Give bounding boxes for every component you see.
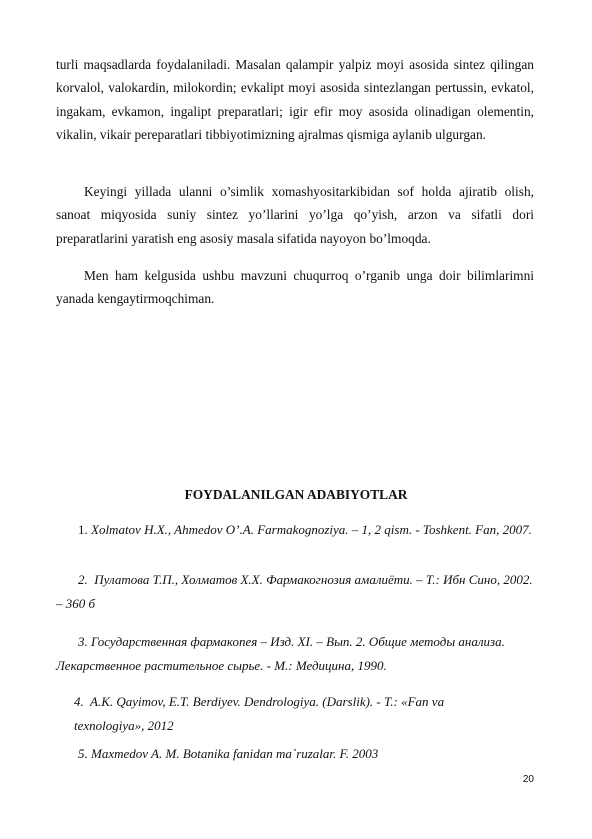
body-paragraph-1: turli maqsadlarda foydalaniladi. Masalan qalampir yalpiz moyi asosida sintez qilingan korvalol, valokardin, milokordin; evkalipt moyi asosida sintezlangan pertussin, evkatol, ingakam, evkamon, ingalipt preparatlari; igir efir moy asosida olinadigan olementin, vikalin, vikair pereparatlari tibbiyotimizning ajralmas qismiga aylanib ulgurgan.	[56, 57, 534, 143]
references-title: FOYDALANILGAN ADABIYOTLAR	[184, 487, 408, 502]
reference-number: 2.	[78, 572, 88, 587]
body-paragraph-3: Men ham kelgusida ushbu mavzuni chuqurroq o’rganib unga doir bilimlarimni yanada kengaytirmoqchiman.	[56, 268, 534, 307]
reference-number: 1.	[78, 522, 88, 537]
body-paragraph-2: Keyingi yillada ulanni o’simlik xomashyositarkibidan sof holda ajiratib olish, sanoat miqyosida suniy sintez yo’llarini yo’lga qo’yish, arzon va sifatli dori preparatlarini yaratish eng asosiy masala sifatida nayoyon bo’lmoqda.	[56, 184, 534, 246]
reference-item-5	[78, 742, 518, 766]
reference-item-1	[56, 518, 534, 542]
reference-text: Maxmedov A. M. Botanika fanidan ma`ruzalar. F. 2003	[91, 746, 379, 761]
reference-text: A.K. Qayimov, E.T. Berdiyev. Dendrologiya. (Darslik). - T.: «Fan va texnologiya», 2012	[74, 694, 445, 733]
reference-number: 3.	[78, 634, 88, 649]
reference-number: 5.	[78, 746, 88, 761]
reference-item-3	[56, 630, 534, 678]
reference-text: Пулатова Т.П., Холматов Х.Х. Фармакогнозия амалиёти. – Т.: Ибн Сино, 2002. – 360 б	[56, 572, 533, 611]
page-number: 20	[522, 774, 534, 785]
reference-text: Государственная фармакопея – Изд. XI. – Вып. 2. Общие методы анализа. Лекарственное растительное сырье. - М.: Медицина, 1990.	[56, 634, 505, 673]
reference-text: Xolmatov H.X., Ahmedov O’.A. Farmakognoziya. – 1, 2 qism. - Toshkent. Fan, 2007.	[91, 522, 532, 537]
reference-item-4	[74, 690, 514, 738]
reference-number: 4.	[74, 694, 84, 709]
reference-item-2	[56, 568, 534, 616]
